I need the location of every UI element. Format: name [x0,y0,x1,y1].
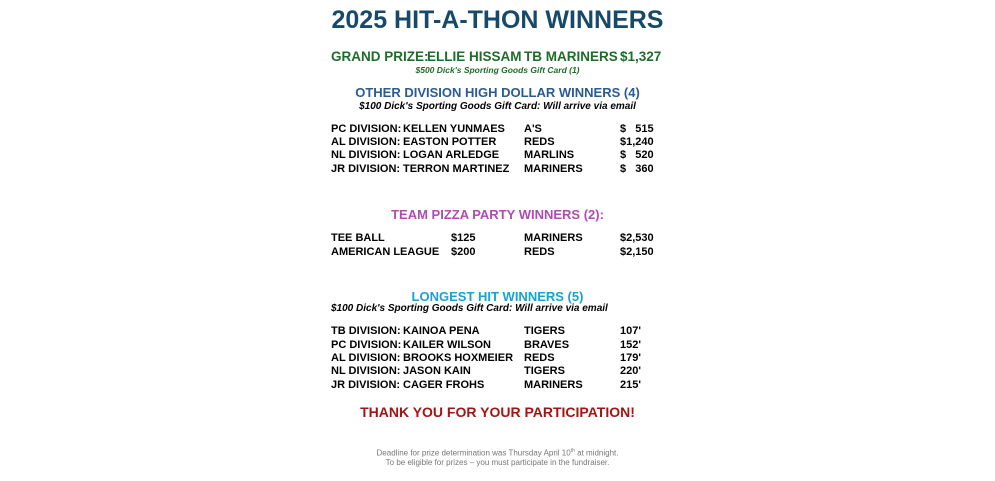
hit-distance: 152' [620,339,641,351]
hit-distance: 107' [620,325,641,337]
division-label: JR DIVISION: [331,163,401,175]
winner-name: CAGER FROHS [403,379,485,391]
winner-name: LOGAN ARLEDGE [403,149,500,161]
team-name: MARINERS [524,379,583,391]
team-name: BRAVES [524,339,570,351]
division-label: AL DIVISION: [331,352,401,364]
division-high-dollar-note: $100 Dick's Sporting Goods Gift Card: Will arrive via email [359,101,636,112]
longest-hit-heading: LONGEST HIT WINNERS (5) [411,289,584,304]
thank-you-message: THANK YOU FOR YOUR PARTICIPATION! [360,404,635,420]
deadline-note [0,448,995,458]
division-high-dollar-heading: OTHER DIVISION HIGH DOLLAR WINNERS (4) [355,85,640,100]
grand-prize-label: GRAND PRIZE: [331,49,429,64]
amount: $2,530 [620,232,654,244]
winner-name: KAILER WILSON [403,339,491,351]
division-label: AL DIVISION: [331,136,401,148]
division-label: NL DIVISION: [331,149,401,161]
team-name: REDS [524,246,555,258]
winner-name: EASTON POTTER [403,136,497,148]
division-label: PC DIVISION: [331,123,402,135]
hit-distance: 215' [620,379,641,391]
team-name: MARLINS [524,149,575,161]
page-title: 2025 HIT-A-THON WINNERS [331,6,664,34]
grand-prize-name: ELLIE HISSAM [427,49,522,64]
division-label: JR DIVISION: [331,379,401,391]
prize-amount: $125 [451,232,476,244]
winner-name: BROOKS HOXMEIER [403,352,514,364]
team-name: REDS [524,352,555,364]
grand-prize-note: $500 Dick's Sporting Goods Gift Card (1) [415,65,580,75]
division-label: TB DIVISION: [331,325,401,337]
amount: $1,240 [620,136,654,148]
prize-amount: $200 [451,246,476,258]
amount: $ 520 [620,149,654,161]
team-name: MARINERS [524,163,583,175]
pizza-party-heading: TEAM PIZZA PARTY WINNERS (2): [391,207,604,222]
division-label: NL DIVISION: [331,365,401,377]
team-name: REDS [524,136,555,148]
team-name: A'S [524,123,542,135]
division-label: PC DIVISION: [331,339,402,351]
hit-distance: 220' [620,365,641,377]
winner-name: KAINOA PENA [403,325,480,337]
longest-hit-note: $100 Dick's Sporting Goods Gift Card: Will arrive via email [331,303,608,314]
team-name: MARINERS [524,232,583,244]
amount: $ 360 [620,163,654,175]
league-name: AMERICAN LEAGUE [331,246,440,258]
grand-prize-amount: $1,327 [620,49,662,64]
team-name: TIGERS [524,365,565,377]
league-name: TEE BALL [331,232,385,244]
hit-distance: 179' [620,352,641,364]
amount: $ 515 [620,123,654,135]
deadline-suffix: at midnight. [574,448,619,458]
winner-name: JASON KAIN [403,365,471,377]
team-name: TIGERS [524,325,565,337]
deadline-prefix: Deadline for prize determination was Thursday April 10 [376,448,571,458]
winner-name: TERRON MARTINEZ [403,163,510,175]
eligibility-note: To be eligible for prizes – you must participate in the fundraiser. [385,458,610,467]
deadline-suffix-ordinal: th [570,448,575,454]
winner-name: KELLEN YUNMAES [403,123,505,135]
grand-prize-team: TB MARINERS [524,49,618,64]
amount: $2,150 [620,246,654,258]
